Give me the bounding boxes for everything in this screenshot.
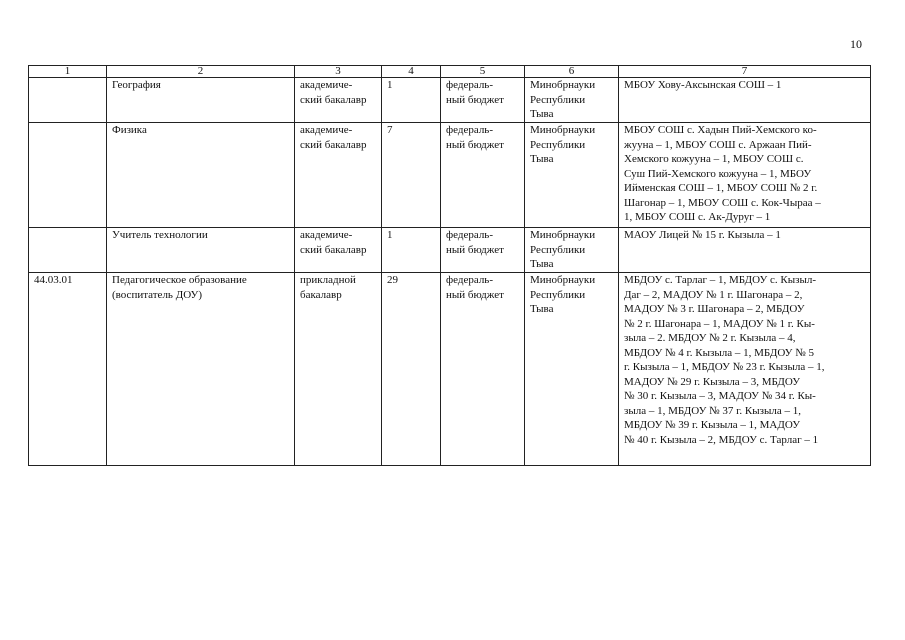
funding-source-cell: федераль- ный бюджет <box>441 78 525 123</box>
employer-line: № 2 г. Шагонара – 1, МАДОУ № 1 г. Кы- <box>624 317 815 330</box>
employer-line: МБОУ СОШ с. Хадын Пий-Хемского ко- <box>624 124 817 136</box>
table-row <box>29 123 871 228</box>
employers-cell <box>619 273 871 466</box>
qualification-level-cell: академиче- ский бакалавр <box>295 228 382 273</box>
program-code-cell <box>29 228 107 273</box>
program-name-cell: Учитель технологии <box>107 228 295 273</box>
quota-count-cell: 1 <box>382 228 441 273</box>
employer-line: МБДОУ с. Тарлаг – 1, МБДОУ с. Кызыл- <box>624 274 817 286</box>
employer-line: № 30 г. Кызыла – 3, МАДОУ № 34 г. Кы- <box>624 390 816 402</box>
column-header-7: 7 <box>619 66 871 78</box>
column-header-1: 1 <box>29 66 107 78</box>
employers-cell <box>619 123 871 228</box>
qualification-level-cell: прикладной бакалавр <box>295 273 382 466</box>
employer-line: Шагонар – 1, МБОУ СОШ с. Кок-Чыраа – <box>624 196 821 209</box>
header-row <box>29 66 871 78</box>
distribution-table <box>28 65 871 466</box>
employer-line: МАОУ Лицей № 15 г. Кызыла – 1 <box>624 229 781 241</box>
customer-cell: Минобрнауки Республики Тыва <box>525 78 619 123</box>
customer-cell: Минобрнауки Республики Тыва <box>525 273 619 466</box>
employers-cell <box>619 228 871 273</box>
program-name-cell: Физика <box>107 123 295 228</box>
employer-line: МАДОУ № 29 г. Кызыла – 3, МБДОУ <box>624 375 800 388</box>
employer-line: МБДОУ № 4 г. Кызыла – 1, МБДОУ № 5 <box>624 346 814 359</box>
program-code-cell <box>29 78 107 123</box>
employer-line: Суш Пий-Хемского кожууна – 1, МБОУ <box>624 167 812 180</box>
table-row <box>29 273 871 466</box>
column-header-3: 3 <box>295 66 382 78</box>
employer-line: Хемского кожууна – 1, МБОУ СОШ с. <box>624 153 804 165</box>
funding-source-cell: федераль- ный бюджет <box>441 123 525 228</box>
quota-count-cell: 29 <box>382 273 441 466</box>
customer-cell: Минобрнауки Республики Тыва <box>525 123 619 228</box>
employer-line: МБОУ Хову-Аксынская СОШ – 1 <box>624 79 782 91</box>
employer-line: МАДОУ № 3 г. Шагонара – 2, МБДОУ <box>624 303 805 315</box>
employer-line: Даг – 2, МАДОУ № 1 г. Шагонара – 2, <box>624 288 803 301</box>
quota-count-cell: 7 <box>382 123 441 228</box>
program-name-cell: Педагогическое образование (воспитатель ДОУ) <box>107 273 295 466</box>
qualification-level-cell: академиче- ский бакалавр <box>295 123 382 228</box>
employer-line: Ийменская СОШ – 1, МБОУ СОШ № 2 г. <box>624 182 818 194</box>
column-header-2: 2 <box>107 66 295 78</box>
column-header-4: 4 <box>382 66 441 78</box>
table-row <box>29 78 871 123</box>
employer-line: зыла – 2. МБДОУ № 2 г. Кызыла – 4, <box>624 332 796 344</box>
quota-count-cell: 1 <box>382 78 441 123</box>
program-code-cell <box>29 123 107 228</box>
column-header-6: 6 <box>525 66 619 78</box>
employers-cell <box>619 78 871 123</box>
program-code-cell: 44.03.01 <box>29 273 107 466</box>
page-number: 10 <box>850 37 862 51</box>
employer-line: МБДОУ № 39 г. Кызыла – 1, МАДОУ <box>624 419 800 431</box>
program-name-cell: География <box>107 78 295 123</box>
employer-line: № 40 г. Кызыла – 2, МБДОУ с. Тарлаг – 1 <box>624 433 819 446</box>
table-row <box>29 228 871 273</box>
employer-line: г. Кызыла – 1, МБДОУ № 23 г. Кызыла – 1, <box>624 361 825 373</box>
funding-source-cell: федераль- ный бюджет <box>441 273 525 466</box>
column-header-5: 5 <box>441 66 525 78</box>
employer-line: жууна – 1, МБОУ СОШ с. Аржаан Пий- <box>624 138 812 151</box>
employer-line: зыла – 1, МБДОУ № 37 г. Кызыла – 1, <box>624 404 802 417</box>
qualification-level-cell: академиче- ский бакалавр <box>295 78 382 123</box>
funding-source-cell: федераль- ный бюджет <box>441 228 525 273</box>
employer-line: 1, МБОУ СОШ с. Ак-Дуруг – 1 <box>624 211 771 223</box>
customer-cell: Минобрнауки Республики Тыва <box>525 228 619 273</box>
